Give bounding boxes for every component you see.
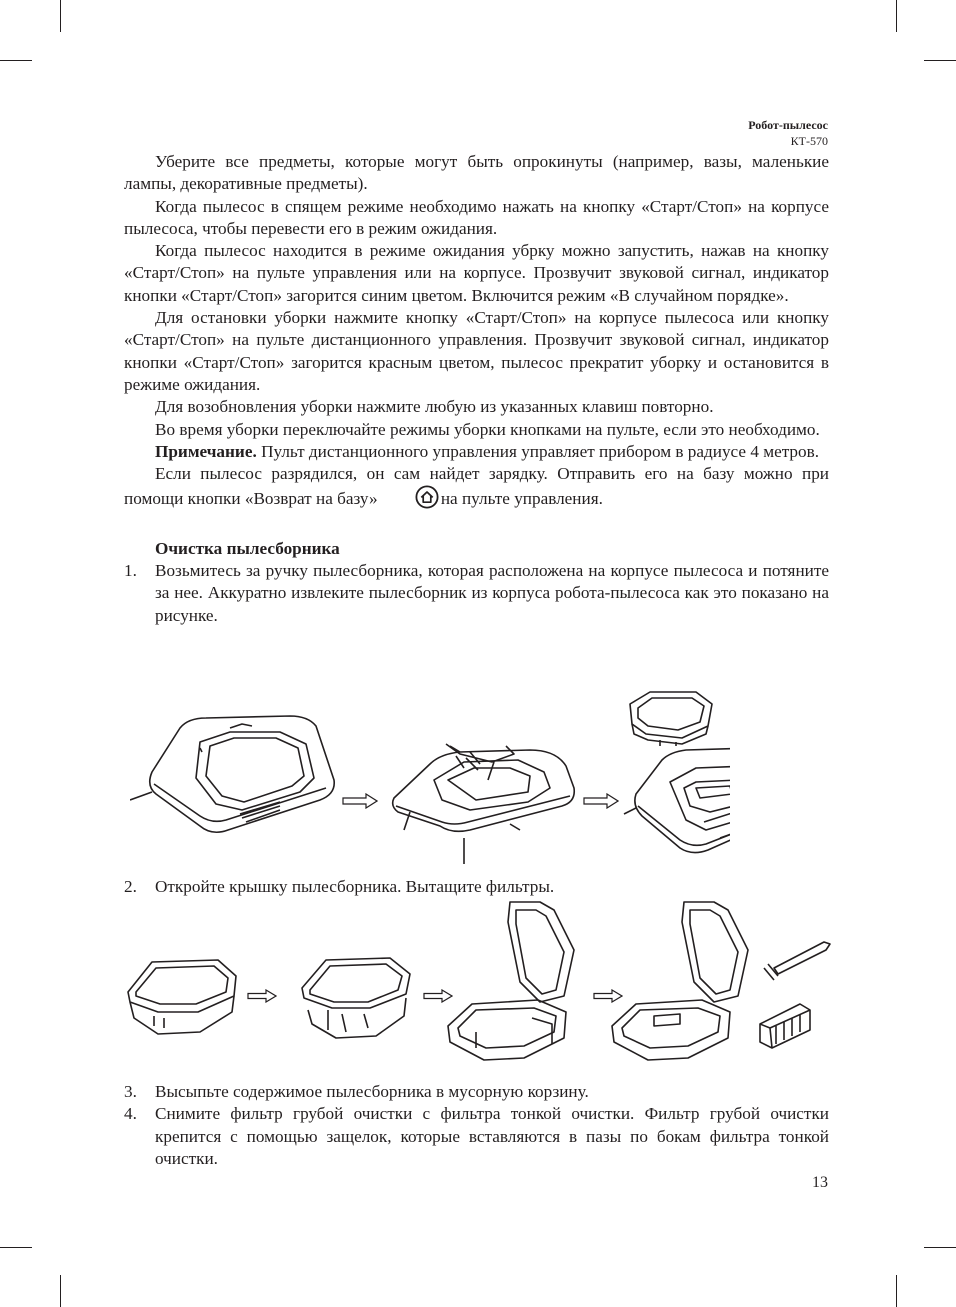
list-text: Снимите фильтр грубой очистки с фильтра тонкой очистки. Фильтр грубой очистки крепится с помощью защелок, которые вставляются в пазы по бокам фильтра тонкой очистки.	[155, 1104, 829, 1168]
figure-open-dustbin	[124, 898, 836, 1068]
paragraph	[124, 463, 829, 516]
list-item	[124, 1103, 829, 1170]
header-model: КТ-570	[790, 134, 828, 148]
filter-illustration	[760, 1004, 810, 1048]
paragraph: Когда пылесос находится в режиме ожидания убрку можно запустить, нажав на кнопку «Старт/Стоп» на пульте управления или на корпусе. Прозвучит звуковой сигнал, индикатор кнопки «Старт/Стоп» загорится синим цветом. Включится режим «В случайном порядке».	[124, 241, 829, 305]
brush-illustration	[764, 942, 830, 980]
note-label: Примечание.	[155, 441, 257, 461]
crop-mark	[60, 1275, 61, 1307]
paragraph: Когда пылесос в спящем режиме необходимо нажать на кнопку «Старт/Стоп» на корпусе пылесоса, чтобы перевести его в режим ожидания.	[124, 196, 829, 238]
dustbin-illustration	[448, 902, 574, 1060]
list-number: 4.	[124, 1104, 137, 1124]
list-item	[124, 876, 829, 898]
list-item	[124, 1081, 829, 1103]
crop-mark	[0, 60, 32, 61]
dustbin-illustration	[128, 960, 236, 1034]
crop-mark	[896, 1275, 897, 1307]
robot-vacuum-illustration	[393, 744, 575, 864]
list-text: Возьмитесь за ручку пылесборника, которая расположена на корпусе пылесоса и потяните за нее. Аккуратно извлеките пылесборник из корпуса робота-пылесоса как это показано на рисунке.	[155, 561, 829, 625]
arrow-right-icon	[423, 989, 453, 1003]
list-number: 2.	[124, 877, 137, 896]
list-number: 3.	[124, 1082, 137, 1101]
list-text: Высыпьте содержимое пылесборника в мусорную корзину.	[155, 1082, 589, 1101]
list-text: Откройте крышку пылесборника. Вытащите фильтры.	[155, 877, 555, 896]
header-title: Робот-пылесос	[748, 118, 828, 132]
paragraph: Во время уборки переключайте режимы уборки кнопками на пульте, если это необходимо.	[155, 419, 820, 439]
paragraph-text: на пульте управления.	[440, 489, 603, 509]
section-title: Очистка пылесборника	[155, 538, 340, 558]
crop-mark	[924, 1247, 956, 1248]
paragraph-text: Если пылесос разрядился, он сам найдет зарядку. Отправить его на базу можно при помощи кнопки «Возврат на базу»	[124, 464, 829, 509]
arrow-right-icon	[247, 989, 277, 1003]
list-continued	[124, 1081, 829, 1170]
robot-vacuum-illustration	[624, 748, 730, 853]
dustbin-illustration	[630, 692, 712, 746]
note-text: Пульт дистанционного управления управляет прибором в радиусе 4 метров.	[256, 441, 820, 461]
paragraph: Для остановки уборки нажмите кнопку «Старт/Стоп» на корпусе пылесоса или кнопку «Старт/Стоп» на пульте дистанционного управления. Прозвучит звуковой сигнал, индикатор кнопки «Старт/Стоп» загорится красным цветом, пылесос прекратит уборку и остановится в режиме ожидания.	[124, 308, 829, 394]
note-paragraph	[124, 441, 829, 463]
robot-vacuum-illustration	[130, 716, 334, 832]
crop-mark	[896, 0, 897, 32]
paragraph: Уберите все предметы, которые могут быть опрокинуты (например, вазы, маленькие лампы, декоративные предметы).	[124, 152, 829, 194]
dustbin-illustration	[612, 902, 748, 1060]
crop-mark	[924, 60, 956, 61]
dustbin-illustration	[302, 958, 410, 1038]
crop-mark	[0, 1247, 32, 1248]
arrow-right-icon	[593, 989, 623, 1003]
list-item	[124, 560, 829, 627]
figure-remove-dustbin	[130, 688, 730, 868]
running-header	[748, 117, 828, 149]
paragraph: Для возобновления уборки нажмите любую из указанных клавиш повторно.	[155, 397, 714, 417]
crop-mark	[60, 0, 61, 32]
arrow-right-icon	[342, 793, 378, 809]
body-text	[124, 151, 829, 627]
home-icon	[384, 485, 439, 515]
arrow-right-icon	[583, 793, 619, 809]
list-number: 1.	[124, 561, 137, 581]
page-number: 13	[812, 1174, 828, 1191]
